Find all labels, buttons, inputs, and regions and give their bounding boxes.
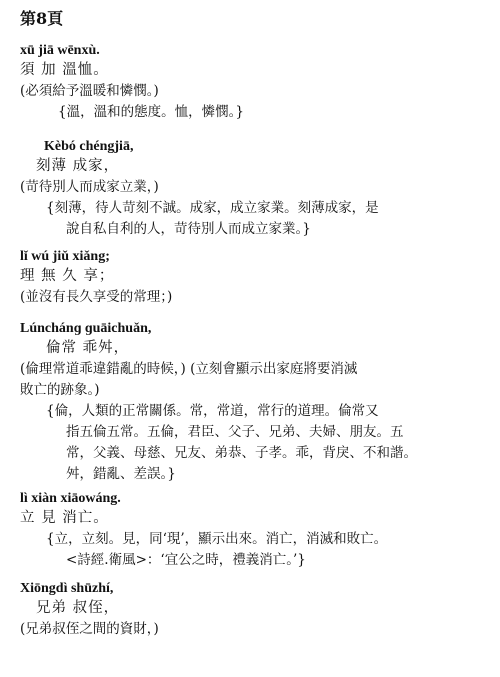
entry-li-wu-jiu-xiang [20, 248, 490, 308]
entry-note: {溫，溫和的態度。恤，憐憫。} [58, 104, 244, 120]
entry-kebo-chengjia [20, 138, 490, 240]
entry-chinese: 立 見 消亡。 [20, 510, 109, 526]
entry-lunchang-guaichuan [20, 320, 490, 485]
entry-note: {刻薄，待人苛刻不誠。成家，成立家業。刻薄成家，是 [46, 200, 379, 216]
entry-translation: (苛待別人而成家立業，) [20, 179, 159, 195]
entry-pinyin: Lúnchánɡ ɡuāichuǎn, [20, 321, 152, 336]
entry-note: 常，父義、母慈、兄友、弟恭、子孝。乖，背戾、不和諧。 [66, 445, 417, 461]
entry-translation: 敗亡的跡象。) [20, 382, 100, 398]
entry-pinyin: xū jiā wēnxù. [20, 43, 100, 58]
entry-pinyin: Xiōngdì shūzhí, [20, 581, 114, 596]
entry-xu-jia-wenxu [20, 42, 490, 123]
entry-chinese: 兄弟 叔侄， [36, 600, 120, 616]
page-number-label: 第8頁 [20, 9, 64, 28]
entry-note: 指五倫五常。五倫，君臣、父子、兄弟、夫婦、朋友。五 [66, 424, 404, 440]
entry-li-xian-xiaowang [20, 490, 490, 571]
entry-note: {倫，人類的正常關係。常，常道，常行的道理。倫常又 [46, 403, 379, 419]
entry-chinese: 理 無 久 享； [20, 268, 115, 284]
entry-chinese: 須 加 溫恤。 [20, 62, 109, 78]
entry-note: 舛，錯亂、差誤。} [66, 466, 176, 482]
entry-note: 說自私自利的人，苛待別人而成立家業。} [66, 221, 311, 237]
entry-translation: (倫理常道乖違錯亂的時候，) (立刻會顯示出家庭將要消滅 [20, 361, 358, 377]
entry-translation: (必須給予溫暖和憐憫。) [20, 83, 159, 99]
entry-pinyin: lǐ wú jiǔ xiǎng; [20, 249, 110, 264]
entry-chinese: 倫常 乖舛， [46, 340, 130, 356]
entry-pinyin: lì xiàn xiāowáng. [20, 491, 121, 506]
entry-chinese: 刻薄 成家， [36, 158, 120, 174]
entry-xiongdi-shuzhi [20, 580, 490, 640]
entry-note: {立，立刻。見，同‘現’，顯示出來。消亡，消滅和敗亡。 [46, 531, 388, 547]
entry-pinyin: Kèbó chéngjiā, [44, 139, 134, 154]
entry-note: <詩經.衛風>：‘宜公之時，禮義消亡。’} [66, 552, 306, 568]
entry-translation: (並沒有長久享受的常理；) [20, 289, 173, 305]
entry-translation: (兄弟叔侄之間的資財，) [20, 621, 159, 637]
